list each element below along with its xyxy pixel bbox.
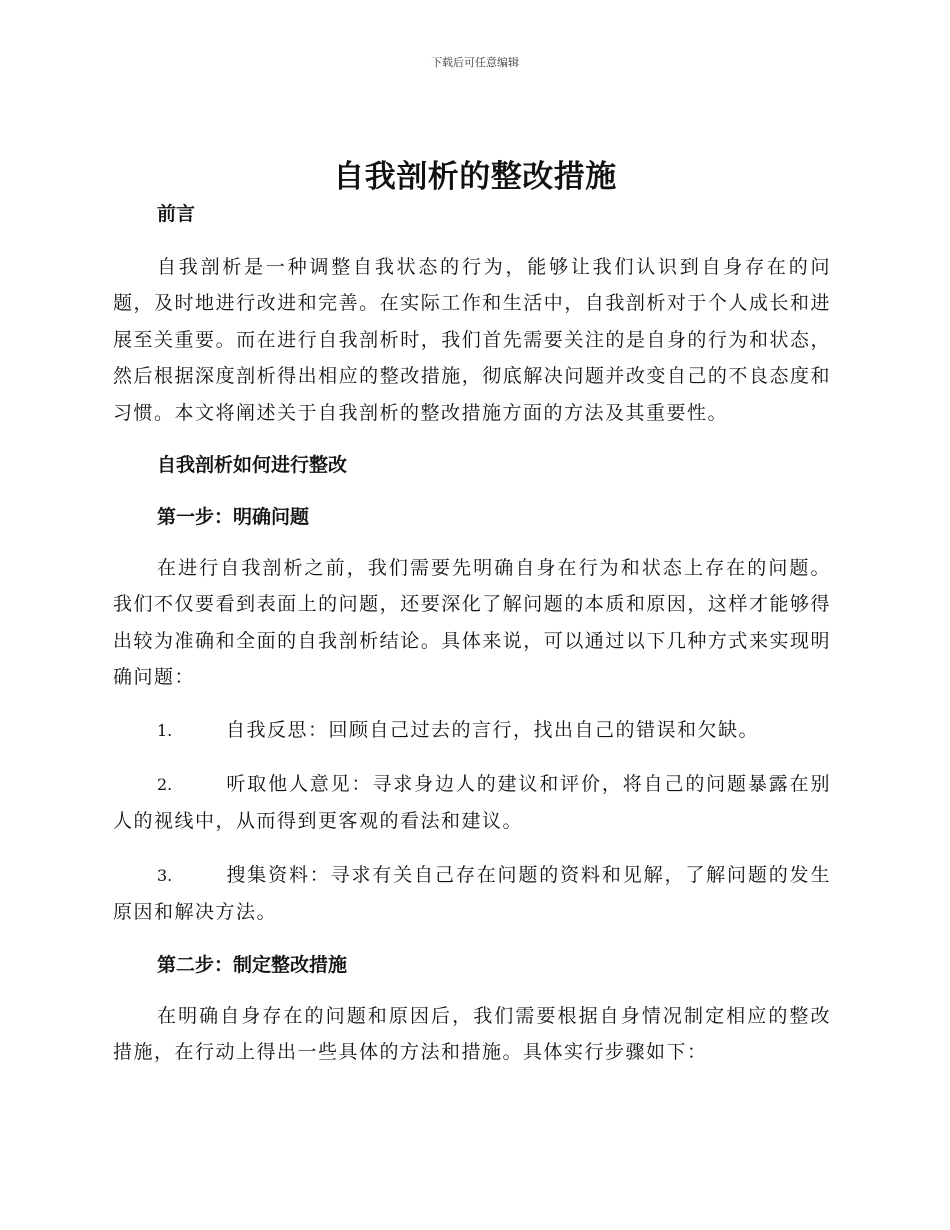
list-number: 3.: [157, 865, 173, 885]
list-item: [113, 712, 831, 749]
step1-heading: 第一步：明确问题: [157, 506, 310, 529]
list-text: 听取他人意见：寻求身边人的建议和评价，将自己的问题暴露在别人的视线中，从而得到更客观的看法和建议。: [113, 773, 831, 833]
list-text: 搜集资料：寻求有关自己存在问题的资料和见解，了解问题的发生原因和解决方法。: [113, 863, 831, 924]
document-body: [113, 196, 831, 1071]
preface-paragraph: 自我剖析是一种调整自我状态的行为，能够让我们认识到自身存在的问题，及时地进行改进和完善。在实际工作和生活中，自我剖析对于个人成长和进展至关重要。而在进行自我剖析时，我们首先需要关注的是自身的行为和状态，然后根据深度剖析得出相应的整改措施，彻底解决问题并改变自己的不良态度和习惯。本文将阐述关于自我剖析的整改措施方面的方法及其重要性。: [113, 256, 831, 424]
list-number: 2.: [157, 775, 173, 795]
list-text: 自我反思：回顾自己过去的言行，找出自己的错误和欠缺。: [226, 718, 760, 741]
list-item: [113, 766, 831, 840]
list-item: [113, 857, 831, 931]
step1-paragraph: 在进行自我剖析之前，我们需要先明确自身在行为和状态上存在的问题。我们不仅要看到表面上的问题，还要深化了解问题的本质和原因，这样才能够得出较为准确和全面的自我剖析结论。具体来说，可以通过以下几种方式来实现明确问题：: [113, 557, 831, 689]
header-note: 下载后可任意编辑: [431, 56, 519, 69]
list-number: 1.: [157, 720, 173, 740]
document-title: 自我剖析的整改措施: [333, 159, 617, 195]
preface-heading: 前言: [157, 203, 196, 225]
section-heading-how: 自我剖析如何进行整改: [157, 454, 348, 477]
step2-paragraph: 在明确自身存在的问题和原因后，我们需要根据自身情况制定相应的整改措施，在行动上得出一些具体的方法和措施。具体实行步骤如下：: [113, 1004, 831, 1064]
step2-heading: 第二步：制定整改措施: [157, 953, 348, 976]
